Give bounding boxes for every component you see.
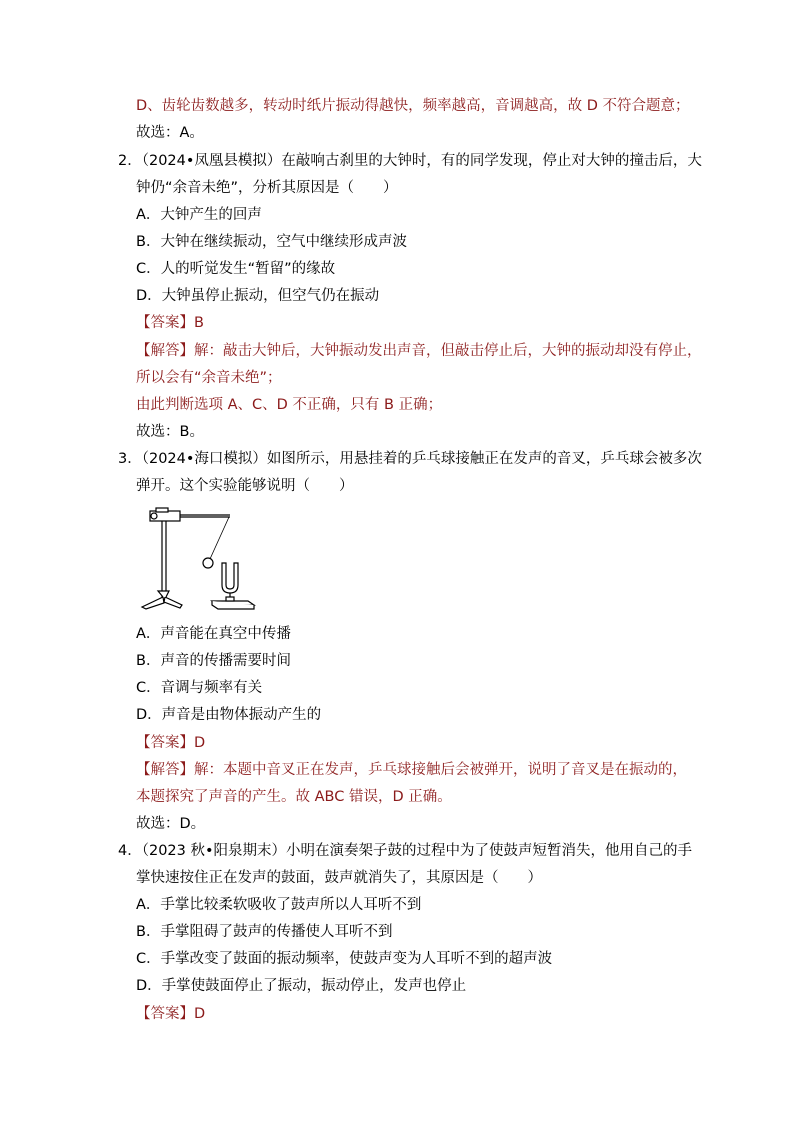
q2-analysis-line-1 <box>136 341 702 361</box>
q4-option-b: B．手掌阻碍了鼓声的传播使人耳听不到 <box>136 924 393 940</box>
q3-option-a: A．声音能在真空中传播 <box>136 626 291 642</box>
q2-analysis-label: 【解答】 <box>136 343 194 359</box>
q4-option-c: C．手掌改变了鼓面的振动频率，使鼓声变为人耳听不到的超声波 <box>136 951 553 967</box>
q2-stem-line-2: 钟仍“余音未绝”，分析其原因是（ ） <box>136 180 398 196</box>
q2-option-b: B．大钟在继续振动，空气中继续形成声波 <box>136 234 407 250</box>
q3-answer: 【答案】D <box>136 735 206 751</box>
q2-option-c: C．人的听觉发生“暂留”的缘故 <box>136 261 336 277</box>
q3-stem-line-2: 弹开。这个实验能够说明（ ） <box>136 478 354 494</box>
q2-conclusion: 故选：B。 <box>136 424 204 440</box>
q2-analysis-line-2: 所以会有“余音未绝”； <box>136 370 282 386</box>
q2-answer: 【答案】B <box>136 315 204 331</box>
q4-option-a: A．手掌比较柔软吸收了鼓声所以人耳听不到 <box>136 897 422 913</box>
q3-analysis-label: 【解答】 <box>136 762 194 778</box>
q2-analysis-text-1: 解：敲击大钟后，大钟振动发出声音，但敲击停止后，大钟的振动却没有停止， <box>194 343 702 359</box>
q3-analysis-text-1: 解：本题中音叉正在发声，乒乓球接触后会被弹开，说明了音叉是在振动的， <box>194 762 687 778</box>
q3-analysis-line-1 <box>136 760 687 780</box>
q2-analysis-line-3: 由此判断选项 A、C、D 不正确，只有 B 正确； <box>136 397 443 413</box>
tuning-fork-experiment-figure <box>136 505 256 613</box>
q4-stem-line-1: 4．（2023 秋•阳泉期末）小明在演奏架子鼓的过程中为了使鼓声短暂消失，他用自己的手 <box>118 843 693 859</box>
tuning-fork <box>222 563 238 593</box>
q2-option-d: D．大钟虽停止振动，但空气仍在振动 <box>136 288 380 304</box>
ping-pong-ball <box>203 558 213 568</box>
q4-stem-line-2: 掌快速按住正在发声的鼓面，鼓声就消失了，其原因是（ ） <box>136 870 542 886</box>
prev-analysis-line-d: D、齿轮齿数越多，转动时纸片振动得越快，频率越高，音调越高，故 D 不符合题意； <box>136 98 690 114</box>
q3-option-b: B．声音的传播需要时间 <box>136 653 291 669</box>
q4-option-d: D．手掌使鼓面停止了振动，振动停止，发声也停止 <box>136 978 467 994</box>
q2-stem-line-1: 2．（2024•凤凰县模拟）在敲响古刹里的大钟时，有的同学发现，停止对大钟的撞击后，大 <box>118 153 702 169</box>
q2-option-a: A．大钟产生的回声 <box>136 207 262 223</box>
suspension-string <box>210 517 229 559</box>
q3-option-d: D．声音是由物体振动产生的 <box>136 707 322 723</box>
q3-stem-line-1: 3．（2024•海口模拟）如图所示，用悬挂着的乒乓球接触正在发声的音叉，乒乓球会被多次 <box>118 451 702 467</box>
q3-option-c: C．音调与频率有关 <box>136 680 263 696</box>
q3-conclusion: 故选：D。 <box>136 816 206 832</box>
stand-base <box>142 597 164 609</box>
prev-conclusion: 故选：A。 <box>136 125 204 141</box>
q4-answer: 【答案】D <box>136 1006 206 1022</box>
q3-analysis-line-2: 本题探究了声音的产生。故 ABC 错误，D 正确。 <box>136 789 452 805</box>
